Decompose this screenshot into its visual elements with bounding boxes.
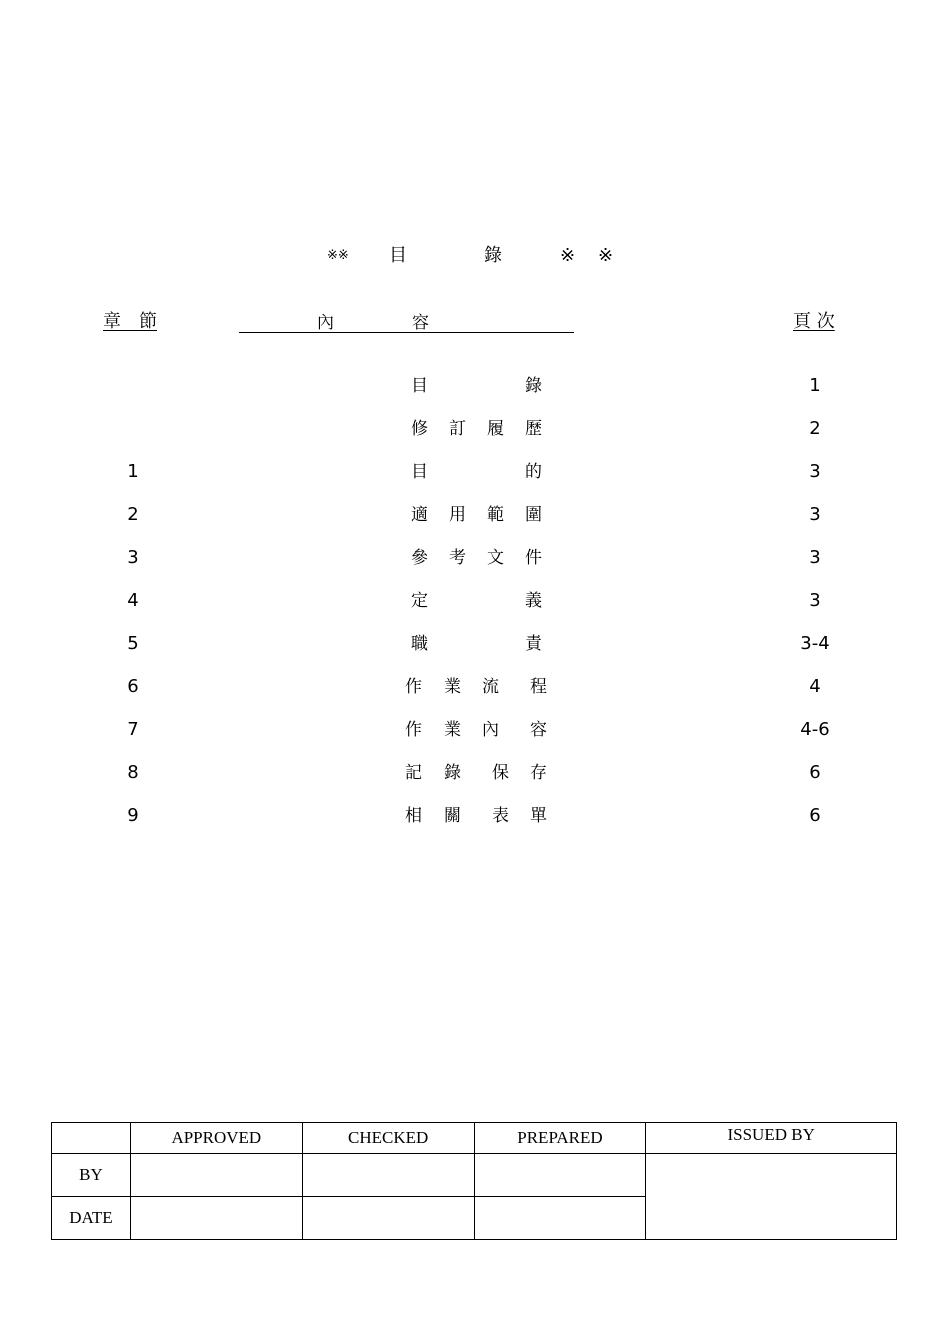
toc-row — [0, 586, 950, 616]
toc-chapter-number: 2 — [127, 504, 139, 525]
toc-title-char: 錄 — [444, 763, 461, 783]
toc-title-char: 內 — [482, 720, 499, 740]
signoff-corner-cell — [52, 1123, 131, 1154]
toc-row — [0, 457, 950, 487]
checked-by-cell[interactable] — [302, 1154, 474, 1197]
toc-row — [0, 801, 950, 831]
toc-title — [395, 672, 565, 702]
issued-by-cell[interactable] — [646, 1154, 897, 1240]
signoff-table — [51, 1122, 897, 1240]
toc-title-char: 單 — [530, 806, 547, 826]
toc-title-char: 的 — [525, 462, 542, 482]
toc-title-char: 作 — [405, 720, 422, 740]
by-label: BY — [52, 1154, 131, 1197]
page-header: 頁 次 — [793, 311, 835, 332]
document-title — [0, 243, 950, 269]
toc-title — [395, 715, 565, 745]
toc-title-char: 圍 — [525, 505, 542, 525]
toc-page: 4-6 — [800, 719, 830, 740]
toc-chapter-number: 1 — [127, 461, 139, 482]
approved-by-cell[interactable] — [130, 1154, 302, 1197]
toc-title-char: 目 — [411, 462, 428, 482]
title-right-mark-1: ※ — [560, 245, 576, 266]
toc-row — [0, 371, 950, 401]
toc-title-char: 件 — [525, 548, 542, 568]
toc-page: 6 — [809, 805, 821, 826]
toc-page: 3 — [809, 590, 821, 611]
toc-title-char: 業 — [444, 720, 461, 740]
toc-row — [0, 629, 950, 659]
toc-title-char: 考 — [449, 548, 466, 568]
content-header-char-1: 內 — [317, 313, 334, 333]
toc-chapter-number: 3 — [127, 547, 139, 568]
title-char-2: 錄 — [484, 245, 502, 266]
toc-chapter-number: 7 — [127, 719, 139, 740]
issued-by-header: ISSUED BY — [646, 1123, 897, 1154]
date-label: DATE — [52, 1197, 131, 1240]
toc-title-char: 程 — [530, 677, 547, 697]
toc-chapter-number: 5 — [127, 633, 139, 654]
toc-title-char: 作 — [405, 677, 422, 697]
toc-title — [395, 629, 565, 659]
toc-page: 6 — [809, 762, 821, 783]
checked-header: CHECKED — [302, 1123, 474, 1154]
toc-title-char: 定 — [411, 591, 428, 611]
approved-header: APPROVED — [130, 1123, 302, 1154]
toc-title-char: 表 — [492, 806, 509, 826]
toc-title-char: 訂 — [449, 419, 466, 439]
title-left-mark: ※※ — [327, 248, 349, 263]
toc-title-char: 用 — [449, 505, 466, 525]
approved-date-cell[interactable] — [130, 1197, 302, 1240]
toc-chapter-number: 8 — [127, 762, 139, 783]
toc-title-char: 記 — [405, 763, 422, 783]
toc-row — [0, 543, 950, 573]
toc-chapter-number: 6 — [127, 676, 139, 697]
toc-row — [0, 758, 950, 788]
toc-title-char: 錄 — [525, 376, 542, 396]
toc-row — [0, 672, 950, 702]
checked-date-cell[interactable] — [302, 1197, 474, 1240]
toc-page: 3-4 — [800, 633, 830, 654]
toc-title-char: 容 — [530, 720, 547, 740]
toc-title — [395, 500, 565, 530]
toc-page: 3 — [809, 547, 821, 568]
title-right-mark-2: ※ — [598, 245, 614, 266]
toc-row — [0, 414, 950, 444]
toc-chapter-number: 4 — [127, 590, 139, 611]
toc-title-char: 修 — [411, 419, 428, 439]
toc-title-char: 業 — [444, 677, 461, 697]
prepared-header: PREPARED — [474, 1123, 646, 1154]
content-header-char-2: 容 — [412, 313, 429, 333]
toc-title-char: 目 — [411, 376, 428, 396]
prepared-by-cell[interactable] — [474, 1154, 646, 1197]
toc-title — [395, 586, 565, 616]
chapter-header: 章 節 — [103, 311, 157, 332]
toc-title-char: 歷 — [525, 419, 542, 439]
title-char-1: 目 — [389, 245, 407, 266]
toc-title-char: 責 — [525, 634, 542, 654]
toc-title-char: 關 — [444, 806, 461, 826]
toc-title-char: 履 — [487, 419, 504, 439]
toc-page: 4 — [809, 676, 821, 697]
toc-title — [395, 457, 565, 487]
toc-title-char: 職 — [411, 634, 428, 654]
toc-title-char: 相 — [405, 806, 422, 826]
toc-title-char: 存 — [530, 763, 547, 783]
toc-title — [395, 801, 565, 831]
toc-title — [395, 543, 565, 573]
toc-title-char: 保 — [492, 763, 509, 783]
toc-row — [0, 715, 950, 745]
toc-title-char: 義 — [525, 591, 542, 611]
toc-title-char: 文 — [487, 548, 504, 568]
toc-title-char: 參 — [411, 548, 428, 568]
toc-page: 3 — [809, 504, 821, 525]
toc-title — [395, 758, 565, 788]
toc-row — [0, 500, 950, 530]
prepared-date-cell[interactable] — [474, 1197, 646, 1240]
toc-title-char: 流 — [482, 677, 499, 697]
toc-title-char: 範 — [487, 505, 504, 525]
content-header — [239, 312, 574, 333]
toc-page: 2 — [809, 418, 821, 439]
toc-page: 3 — [809, 461, 821, 482]
toc-title — [395, 414, 565, 444]
toc-title — [395, 371, 565, 401]
toc-page: 1 — [809, 375, 821, 396]
toc-title-char: 適 — [411, 505, 428, 525]
toc-chapter-number: 9 — [127, 805, 139, 826]
